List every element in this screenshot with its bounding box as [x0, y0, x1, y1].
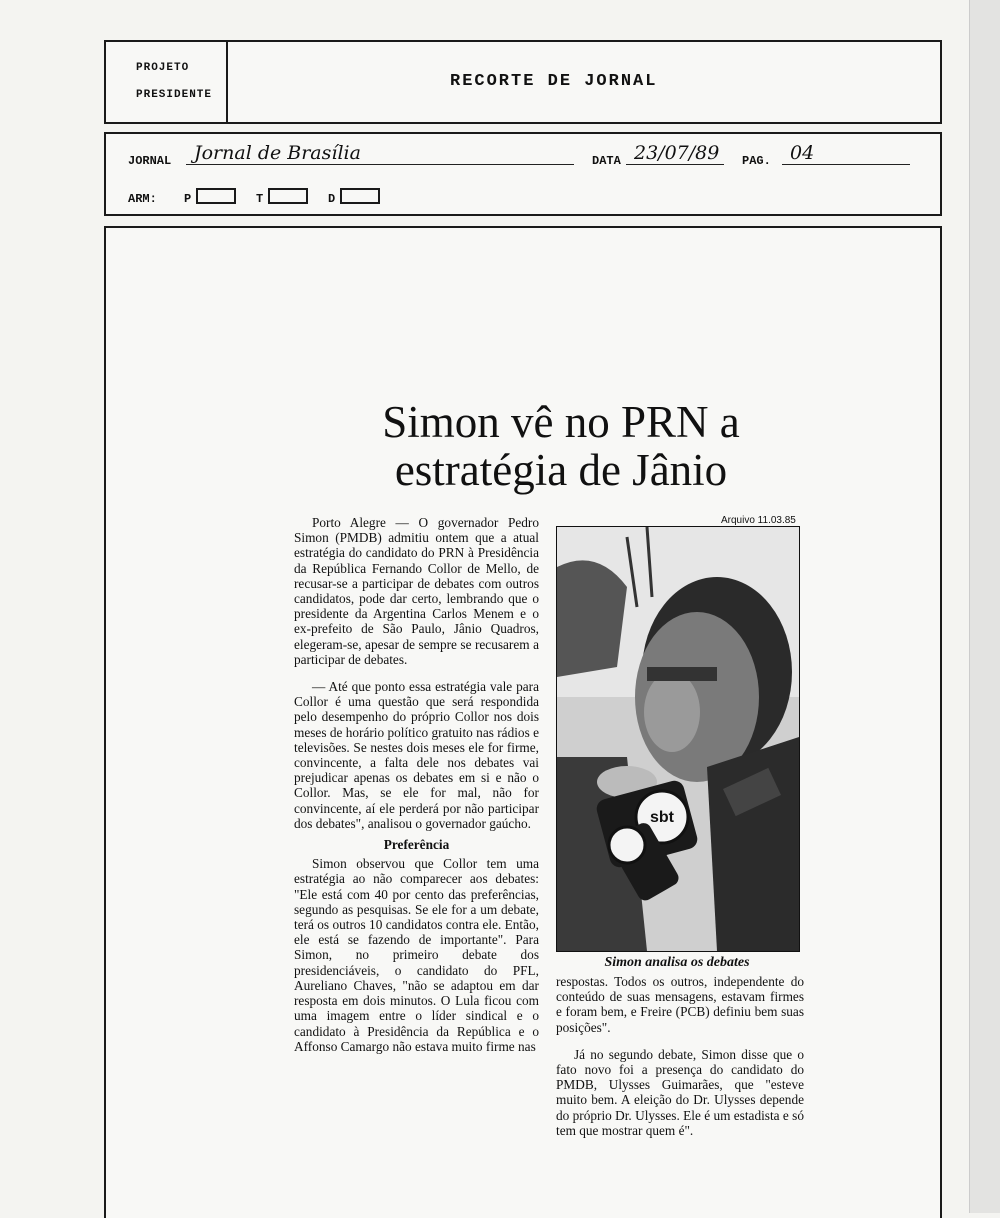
photo-credit: Arquivo 11.03.85: [721, 515, 796, 526]
photo-illustration: [557, 527, 799, 951]
p-box: [196, 188, 236, 204]
project-label-cell: [106, 42, 228, 122]
subheading: Preferência: [383, 837, 450, 853]
headline-line1: Simon vê no PRN a: [382, 397, 740, 447]
d-label: D: [328, 192, 336, 206]
article-paragraph: Já no segundo debate, Simon disse que o fato novo foi a presença do candidato do PMDB, Ulysses Guimarães, que "esteve muito bem. A eleição do Dr. Ulysses depende do próprio Dr. Ulysses. Ele é um estadista e só tem que mostrar quem é".: [556, 1046, 804, 1138]
article-column-1: [294, 515, 539, 1054]
article-paragraph: Porto Alegre — O governador Pedro Simon (PMDB) admitiu ontem que a atual estratégia do candidato do PRN à Presidência da República Fernando Collor de Mello, de recusar-se a participar de debates com outros candidatos, pode dar certo, lembrando que o presidente da Argentina Carlos Menem e o ex-prefeito de São Paulo, Jânio Quadros, elegeram-se, apesar de sempre se recusarem a participar de debates.: [294, 515, 539, 667]
project-label-line1: PROJETO: [136, 62, 190, 74]
headline: [316, 398, 806, 494]
p-label: P: [184, 192, 192, 206]
page-edge: [969, 0, 1000, 1213]
project-label-line2: PRESIDENTE: [136, 89, 213, 101]
data-value: 23/07/89: [626, 142, 724, 165]
news-photo: [556, 526, 800, 952]
jornal-label: JORNAL: [128, 154, 172, 168]
pag-value: 04: [782, 142, 910, 165]
header-box: [104, 40, 942, 124]
arm-label: ARM:: [128, 192, 157, 206]
article-paragraph: respostas. Todos os outros, independente do conteúdo de suas mensagens, estavam firmes e foram bem, e Freire (PCB) definiu bem suas posições".: [556, 974, 804, 1035]
t-label: T: [256, 192, 264, 206]
d-box: [340, 188, 380, 204]
article-paragraph: Simon observou que Collor tem uma estratégia ao não comparecer aos debates: "Ele está com 40 por cento das preferências, segundo as pesquisas. Se ele for a um debate, terá os outros 10 candidatos contra ele. Então, ele está se fazendo de importante". Para Simon, no primeiro debate dos presidenciáveis, o candidato do PFL, Aureliano Chaves, "não se adaptou em dar resposta em dois minutos. O Lula ficou com uma imagem entre o líder sindical e o candidato à Presidência da República e o Affonso Camargo não estava muito firme nas: [294, 856, 539, 1054]
info-box: [104, 132, 942, 216]
data-label: DATA: [592, 154, 621, 168]
article-paragraph: — Até que ponto essa estratégia vale para Collor é uma questão que será respondida pelo desempenho do próprio Collor nos dois meses de horário político gratuito nas rádios e televisões. Se nestes dois meses ele for firme, convincente, a falta dele nos debates vai prejudicar apenas os debates em si e não o Collor. Mas, se ele for mal, não for convincente, aí ele perderá por não participar dos debates", analisou o governador gaúcho.: [294, 679, 539, 831]
t-box: [268, 188, 308, 204]
article-column-2: [556, 974, 804, 1138]
headline-line2: estratégia de Jânio: [394, 445, 728, 495]
jornal-value: Jornal de Brasília: [186, 142, 574, 165]
form-title: RECORTE DE JORNAL: [450, 72, 658, 91]
photo-caption: Simon analisa os debates: [604, 955, 750, 970]
clipping-box: [104, 226, 942, 1218]
pag-label: PAG.: [742, 154, 771, 168]
microphone-logo-text: sbt: [650, 809, 674, 826]
